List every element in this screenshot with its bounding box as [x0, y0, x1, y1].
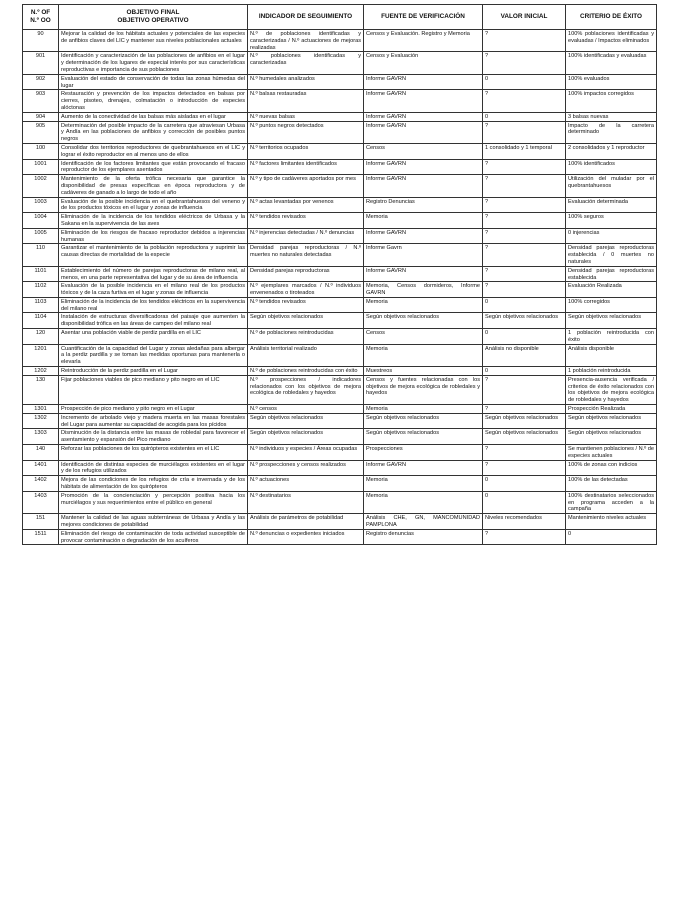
- cell-fuente: Informe GAVRN: [364, 266, 483, 282]
- cell-fuente: Informe GAVRN: [364, 74, 483, 90]
- cell-objetivo: Identificación y caracterización de las poblaciones de anfibios en el lugar y determinación de los lugares de especial interés por sus características reproductivas e importancia de sus poblaciones: [59, 52, 248, 74]
- cell-criterio: Densidad parejas reproductoras establecida / 0 muertes no naturales: [566, 244, 657, 266]
- cell-valor: Según objetivos relacionados: [483, 413, 566, 429]
- cell-indicador: N.º nuevas balsas: [248, 112, 364, 121]
- cell-indicador: N.º factores limitantes identificados: [248, 159, 364, 175]
- cell-objetivo: Eliminación de la incidencia de los tendidos eléctricos en la supervivencia del milano real: [59, 297, 248, 313]
- cell-valor: 0: [483, 491, 566, 513]
- cell-objetivo: Fijar poblaciones viables de pico mediano y pito negro en el LIC: [59, 375, 248, 404]
- cell-criterio: 100% destinatarios seleccionados en programa acceden a la campaña: [566, 491, 657, 513]
- cell-num: 1002: [23, 175, 59, 197]
- cell-criterio: 100% seguros: [566, 213, 657, 229]
- cell-indicador: N.º destinatarios: [248, 491, 364, 513]
- cell-criterio: Densidad parejas reproductoras establecida: [566, 266, 657, 282]
- cell-indicador: N.º censos: [248, 405, 364, 414]
- table-body: [23, 30, 657, 545]
- cell-criterio: 3 balsas nuevas: [566, 112, 657, 121]
- cell-valor: ?: [483, 90, 566, 112]
- cell-indicador: N.º de poblaciones identificadas y caracterizadas / N.º actuaciones de mejoras realizadas: [248, 30, 364, 52]
- cell-objetivo: Mantener la calidad de las aguas subterráneas de Urbasa y Andía y las mejores condiciones de potabilidad: [59, 514, 248, 530]
- cell-indicador: N.º individuos y especies / Áreas ocupadas: [248, 445, 364, 461]
- cell-fuente: Memoria: [364, 344, 483, 366]
- cell-indicador: N.º actuaciones: [248, 476, 364, 492]
- cell-indicador: Densidad parejas reproductoras: [248, 266, 364, 282]
- cell-objetivo: Incremento de arbolado viejo y madera muerta en las masas forestales del Lugar para aumentar su capacidad de acogida para los pícidos: [59, 413, 248, 429]
- cell-objetivo: Cuantificación de la capacidad del Lugar y zonas aledañas para albergar a la perdiz pardilla y se toman las medidas oportunas para mantenerla o elevarla: [59, 344, 248, 366]
- cell-indicador: N.º denuncias o expedientes iniciados: [248, 529, 364, 545]
- cell-criterio: Evaluación Realizada: [566, 282, 657, 298]
- cell-valor: ?: [483, 121, 566, 143]
- cell-criterio: 100% identificados: [566, 159, 657, 175]
- cell-criterio: Según objetivos relacionados: [566, 313, 657, 329]
- cell-indicador: N.º puntos negros detectados: [248, 121, 364, 143]
- cell-fuente: Informe Gavrn: [364, 244, 483, 266]
- cell-criterio: 100% impactos corregidos: [566, 90, 657, 112]
- cell-valor: ?: [483, 52, 566, 74]
- table-row: [23, 313, 657, 329]
- table-row: [23, 375, 657, 404]
- cell-valor: Niveles recomendados: [483, 514, 566, 530]
- cell-num: 902: [23, 74, 59, 90]
- header-fuente: FUENTE DE VERIFICACIÓN: [364, 5, 483, 30]
- cell-indicador: N.º prospecciones / indicadores relacionados con los objetivos de mejora ecológica de robledales y hayedos: [248, 375, 364, 404]
- cell-objetivo: Identificación de distintas especies de murciélagos existentes en el lugar y de los refugios utilizados: [59, 460, 248, 476]
- cell-fuente: Muestreos: [364, 367, 483, 376]
- cell-fuente: Informe GAVRN: [364, 159, 483, 175]
- cell-num: 110: [23, 244, 59, 266]
- cell-num: 1101: [23, 266, 59, 282]
- table-row: [23, 282, 657, 298]
- cell-criterio: Según objetivos relacionados: [566, 413, 657, 429]
- table-row: [23, 266, 657, 282]
- cell-valor: ?: [483, 445, 566, 461]
- cell-criterio: 1 población reintroducida con éxito: [566, 329, 657, 345]
- table-row: [23, 514, 657, 530]
- cell-valor: Según objetivos relacionados: [483, 429, 566, 445]
- table-row: [23, 476, 657, 492]
- cell-objetivo: Evaluación de la posible incidencia en el quebrantahuesos del veneno y de los productos tóxicos en el lugar y zonas de influencia: [59, 197, 248, 213]
- table-row: [23, 213, 657, 229]
- cell-num: 1303: [23, 429, 59, 445]
- cell-valor: 0: [483, 329, 566, 345]
- cell-valor: ?: [483, 244, 566, 266]
- cell-valor: ?: [483, 266, 566, 282]
- cell-fuente: Informe GAVRN: [364, 228, 483, 244]
- cell-valor: 0: [483, 74, 566, 90]
- table-row: [23, 405, 657, 414]
- cell-objetivo: Reforzar las poblaciones de los quirópteros existentes en el LIC: [59, 445, 248, 461]
- cell-fuente: Memoria: [364, 297, 483, 313]
- cell-fuente: Informe GAVRN: [364, 460, 483, 476]
- cell-valor: ?: [483, 159, 566, 175]
- cell-num: 1402: [23, 476, 59, 492]
- cell-objetivo: Eliminación de los riesgos de fracaso reproductor debidos a injerencias humanas: [59, 228, 248, 244]
- table-row: [23, 30, 657, 52]
- table-row: [23, 90, 657, 112]
- cell-num: 1004: [23, 213, 59, 229]
- cell-indicador: N.º injerencias detectadas / N.º denuncias: [248, 228, 364, 244]
- cell-objetivo: Disminución de la distancia entre las masas de robledal para favorecer el asentamiento y expansión del Pico mediano: [59, 429, 248, 445]
- cell-criterio: Prospección Realizada: [566, 405, 657, 414]
- cell-fuente: Informe GAVRN: [364, 175, 483, 197]
- cell-fuente: Informe GAVRN: [364, 112, 483, 121]
- cell-objetivo: Eliminación de la incidencia de los tendidos eléctricos de Urbasa y la Sakana en la supervivencia de las aves: [59, 213, 248, 229]
- cell-fuente: Censos y Evaluación: [364, 52, 483, 74]
- cell-num: 901: [23, 52, 59, 74]
- cell-num: 1102: [23, 282, 59, 298]
- cell-valor: 0: [483, 367, 566, 376]
- cell-valor: 0: [483, 476, 566, 492]
- cell-criterio: 100% de las detectadas: [566, 476, 657, 492]
- cell-indicador: Análisis territorial realizado: [248, 344, 364, 366]
- cell-valor: ?: [483, 30, 566, 52]
- table-row: [23, 74, 657, 90]
- cell-num: 100: [23, 143, 59, 159]
- table-row: [23, 228, 657, 244]
- cell-objetivo: Identificación de los factores limitantes que están provocando el fracaso reproductor de los ejemplares asentados: [59, 159, 248, 175]
- cell-objetivo: Garantizar el mantenimiento de la población reproductora y suprimir las causas directas de mortalidad de la especie: [59, 244, 248, 266]
- cell-objetivo: Reintroducción de la perdiz pardilla en el Lugar: [59, 367, 248, 376]
- cell-fuente: Registro Denuncias: [364, 197, 483, 213]
- cell-indicador: N.º ejemplares marcados / N.º individuos envenenados o tiroteados: [248, 282, 364, 298]
- header-indicador: INDICADOR DE SEGUIMIENTO: [248, 5, 364, 30]
- cell-criterio: 100% poblaciones identificadas y evaluadas / Impactos eliminados: [566, 30, 657, 52]
- cell-indicador: Densidad parejas reproductoras / N.º muertes no naturales detectadas: [248, 244, 364, 266]
- cell-objetivo: Prospección de pico mediano y pito negro en el Lugar: [59, 405, 248, 414]
- cell-fuente: Censos: [364, 143, 483, 159]
- cell-valor: ?: [483, 375, 566, 404]
- cell-valor: ?: [483, 228, 566, 244]
- cell-criterio: 100% evaluados: [566, 74, 657, 90]
- cell-valor: ?: [483, 175, 566, 197]
- table-row: [23, 367, 657, 376]
- cell-num: 1003: [23, 197, 59, 213]
- cell-indicador: N.º territorios ocupados: [248, 143, 364, 159]
- table-row: [23, 460, 657, 476]
- cell-valor: ?: [483, 405, 566, 414]
- cell-criterio: Según objetivos relacionados: [566, 429, 657, 445]
- cell-num: 903: [23, 90, 59, 112]
- cell-num: 1202: [23, 367, 59, 376]
- cell-criterio: Presencia-ausencia verificada / criterios de éxito relacionados con los objetivos de mejora ecológica de robledales y hayedos: [566, 375, 657, 404]
- table-row: [23, 329, 657, 345]
- cell-valor: ?: [483, 529, 566, 545]
- table-row: [23, 297, 657, 313]
- table-row: [23, 529, 657, 545]
- cell-objetivo: Mejora de las condiciones de los refugios de cría e invernada y de los hábitats de alimentación de los quirópteros: [59, 476, 248, 492]
- cell-objetivo: Aumento de la conectividad de las balsas más aisladas en el lugar: [59, 112, 248, 121]
- cell-objetivo: Eliminación del riesgo de contaminación de toda actividad susceptible de provocar contaminación o degradación de los acuíferos: [59, 529, 248, 545]
- cell-valor: 0: [483, 112, 566, 121]
- table-row: [23, 244, 657, 266]
- cell-fuente: Memoria: [364, 405, 483, 414]
- cell-criterio: Evaluación determinada: [566, 197, 657, 213]
- table-row: [23, 429, 657, 445]
- cell-num: 1401: [23, 460, 59, 476]
- cell-indicador: N.º humedales analizados: [248, 74, 364, 90]
- cell-fuente: Según objetivos relacionados: [364, 429, 483, 445]
- cell-indicador: Según objetivos relacionados: [248, 429, 364, 445]
- cell-indicador: N.º tendidos revisados: [248, 213, 364, 229]
- cell-objetivo: Promoción de la concienciación y percepción positiva hacia los murciélagos y sus requerimientos entre el público en general: [59, 491, 248, 513]
- header-num: [23, 5, 59, 30]
- objectives-table: [22, 4, 657, 545]
- cell-criterio: Se mantienen poblaciones / N.º de especies actuales: [566, 445, 657, 461]
- table-header: [23, 5, 657, 30]
- cell-valor: ?: [483, 197, 566, 213]
- header-valor: VALOR INICIAL: [483, 5, 566, 30]
- cell-objetivo: Establecimiento del número de parejas reproductoras de milano real, al menos, en una parte representativa del lugar y de su área de influencia: [59, 266, 248, 282]
- cell-objetivo: Mejorar la calidad de los hábitats actuales y potenciales de las especies de anfibios claves del LIC y mantener sus niveles poblacionales actuales: [59, 30, 248, 52]
- cell-num: 1104: [23, 313, 59, 329]
- cell-valor: Análisis no disponible: [483, 344, 566, 366]
- table-row: [23, 121, 657, 143]
- cell-objetivo: Asentar una población viable de perdiz pardilla en el LIC: [59, 329, 248, 345]
- cell-fuente: Análisis CHE, GN, MANCOMUNIDAD PAMPLONA: [364, 514, 483, 530]
- table-row: [23, 159, 657, 175]
- cell-fuente: Censos y fuentes relacionadas con los objetivos de mejora ecológica de robledales y hayedos: [364, 375, 483, 404]
- table-row: [23, 445, 657, 461]
- cell-fuente: Según objetivos relacionados: [364, 313, 483, 329]
- cell-valor: 1 consolidado y 1 temporal: [483, 143, 566, 159]
- cell-fuente: Prospecciones: [364, 445, 483, 461]
- header-num-line1: N.º OF: [30, 9, 51, 16]
- cell-fuente: Memoria: [364, 491, 483, 513]
- cell-objetivo: Evaluación de la posible incidencia en el milano real de los productos tóxicos y de la caza furtiva en el lugar y zonas de influencia: [59, 282, 248, 298]
- cell-criterio: Impacto de la carretera determinado: [566, 121, 657, 143]
- cell-num: 905: [23, 121, 59, 143]
- cell-valor: ?: [483, 282, 566, 298]
- cell-indicador: Análisis de parámetros de potabilidad: [248, 514, 364, 530]
- cell-criterio: 0: [566, 529, 657, 545]
- cell-num: 130: [23, 375, 59, 404]
- cell-num: 1301: [23, 405, 59, 414]
- cell-num: 1511: [23, 529, 59, 545]
- cell-criterio: 100% de zonas con indicios: [566, 460, 657, 476]
- header-num-line2: N.º OO: [30, 17, 51, 24]
- cell-objetivo: Restauración y prevención de los impactos detectados en balsas por cierres, pisoteo, drenajes, colmatación o introducción de especies alóctonas: [59, 90, 248, 112]
- cell-valor: ?: [483, 213, 566, 229]
- cell-criterio: 2 consolidados y 1 reproductor: [566, 143, 657, 159]
- cell-criterio: 0 injerencias: [566, 228, 657, 244]
- cell-fuente: Informe GAVRN: [364, 121, 483, 143]
- table-row: [23, 491, 657, 513]
- cell-criterio: Análisis disponible: [566, 344, 657, 366]
- cell-objetivo: Instalación de estructuras diversificadoras del paisaje que aumenten la disponibilidad trófica en las áreas de campeo del milano real: [59, 313, 248, 329]
- cell-num: 140: [23, 445, 59, 461]
- cell-criterio: Utilización del muladar por el quebrantahuesos: [566, 175, 657, 197]
- cell-num: 90: [23, 30, 59, 52]
- cell-indicador: N.º tendidos revisados: [248, 297, 364, 313]
- cell-valor: Según objetivos relacionados: [483, 313, 566, 329]
- cell-num: 1103: [23, 297, 59, 313]
- cell-fuente: Censos y Evaluación. Registro y Memoria: [364, 30, 483, 52]
- cell-fuente: Informe GAVRN: [364, 90, 483, 112]
- cell-criterio: Mantenimiento niveles actuales: [566, 514, 657, 530]
- cell-objetivo: Mantenimiento de la oferta trófica necesaria que garantice la disponibilidad de presas específicas en época reproductora y de cadáveres de ganado a lo largo de todo el año: [59, 175, 248, 197]
- header-row: [23, 5, 657, 30]
- cell-num: 151: [23, 514, 59, 530]
- cell-num: 1302: [23, 413, 59, 429]
- cell-criterio: 1 población reintroducida: [566, 367, 657, 376]
- table-row: [23, 413, 657, 429]
- cell-num: 1403: [23, 491, 59, 513]
- header-objetivo-line1: OBJETIVO FINAL: [126, 9, 180, 16]
- cell-indicador: Según objetivos relacionados: [248, 313, 364, 329]
- cell-valor: 0: [483, 297, 566, 313]
- cell-num: 1001: [23, 159, 59, 175]
- cell-indicador: N.º de poblaciones reintroducidas con éxito: [248, 367, 364, 376]
- cell-indicador: N.º balsas restauradas: [248, 90, 364, 112]
- table-row: [23, 197, 657, 213]
- cell-indicador: N.º poblaciones identificadas y caracterizadas: [248, 52, 364, 74]
- cell-indicador: Según objetivos relacionados: [248, 413, 364, 429]
- cell-indicador: N.º prospecciones y censos realizados: [248, 460, 364, 476]
- cell-num: 1201: [23, 344, 59, 366]
- cell-num: 1005: [23, 228, 59, 244]
- header-objetivo: [59, 5, 248, 30]
- header-criterio: CRITERIO DE ÉXITO: [566, 5, 657, 30]
- cell-criterio: 100% identificadas y evaluadas: [566, 52, 657, 74]
- cell-indicador: N.º de poblaciones reintroducidas: [248, 329, 364, 345]
- cell-fuente: Según objetivos relacionados: [364, 413, 483, 429]
- cell-fuente: Registro denuncias: [364, 529, 483, 545]
- cell-fuente: Memoria: [364, 213, 483, 229]
- cell-fuente: Memoria: [364, 476, 483, 492]
- table-row: [23, 52, 657, 74]
- cell-objetivo: Evaluación del estado de conservación de todas las zonas húmedas del lugar: [59, 74, 248, 90]
- cell-indicador: N.º y tipo de cadáveres aportados por mes: [248, 175, 364, 197]
- cell-fuente: Memoria, Censos dormideros, Informe GAVRN: [364, 282, 483, 298]
- header-objetivo-line2: OBJETIVO OPERATIVO: [117, 17, 189, 24]
- table-row: [23, 112, 657, 121]
- table-row: [23, 344, 657, 366]
- cell-fuente: Censos: [364, 329, 483, 345]
- table-row: [23, 175, 657, 197]
- cell-num: 120: [23, 329, 59, 345]
- cell-indicador: N.º actas levantadas por venenos: [248, 197, 364, 213]
- cell-objetivo: Consolidar dos territorios reproductores de quebrantahuesos en el LIC y lograr el éxito reproductor en al menos uno de ellos: [59, 143, 248, 159]
- cell-objetivo: Determinación del posible impacto de la carretera que atraviesan Urbasa y Andía en las poblaciones de anfibios y corrección de posibles puntos negros: [59, 121, 248, 143]
- cell-num: 904: [23, 112, 59, 121]
- table-row: [23, 143, 657, 159]
- cell-criterio: 100% corregidos: [566, 297, 657, 313]
- cell-valor: ?: [483, 460, 566, 476]
